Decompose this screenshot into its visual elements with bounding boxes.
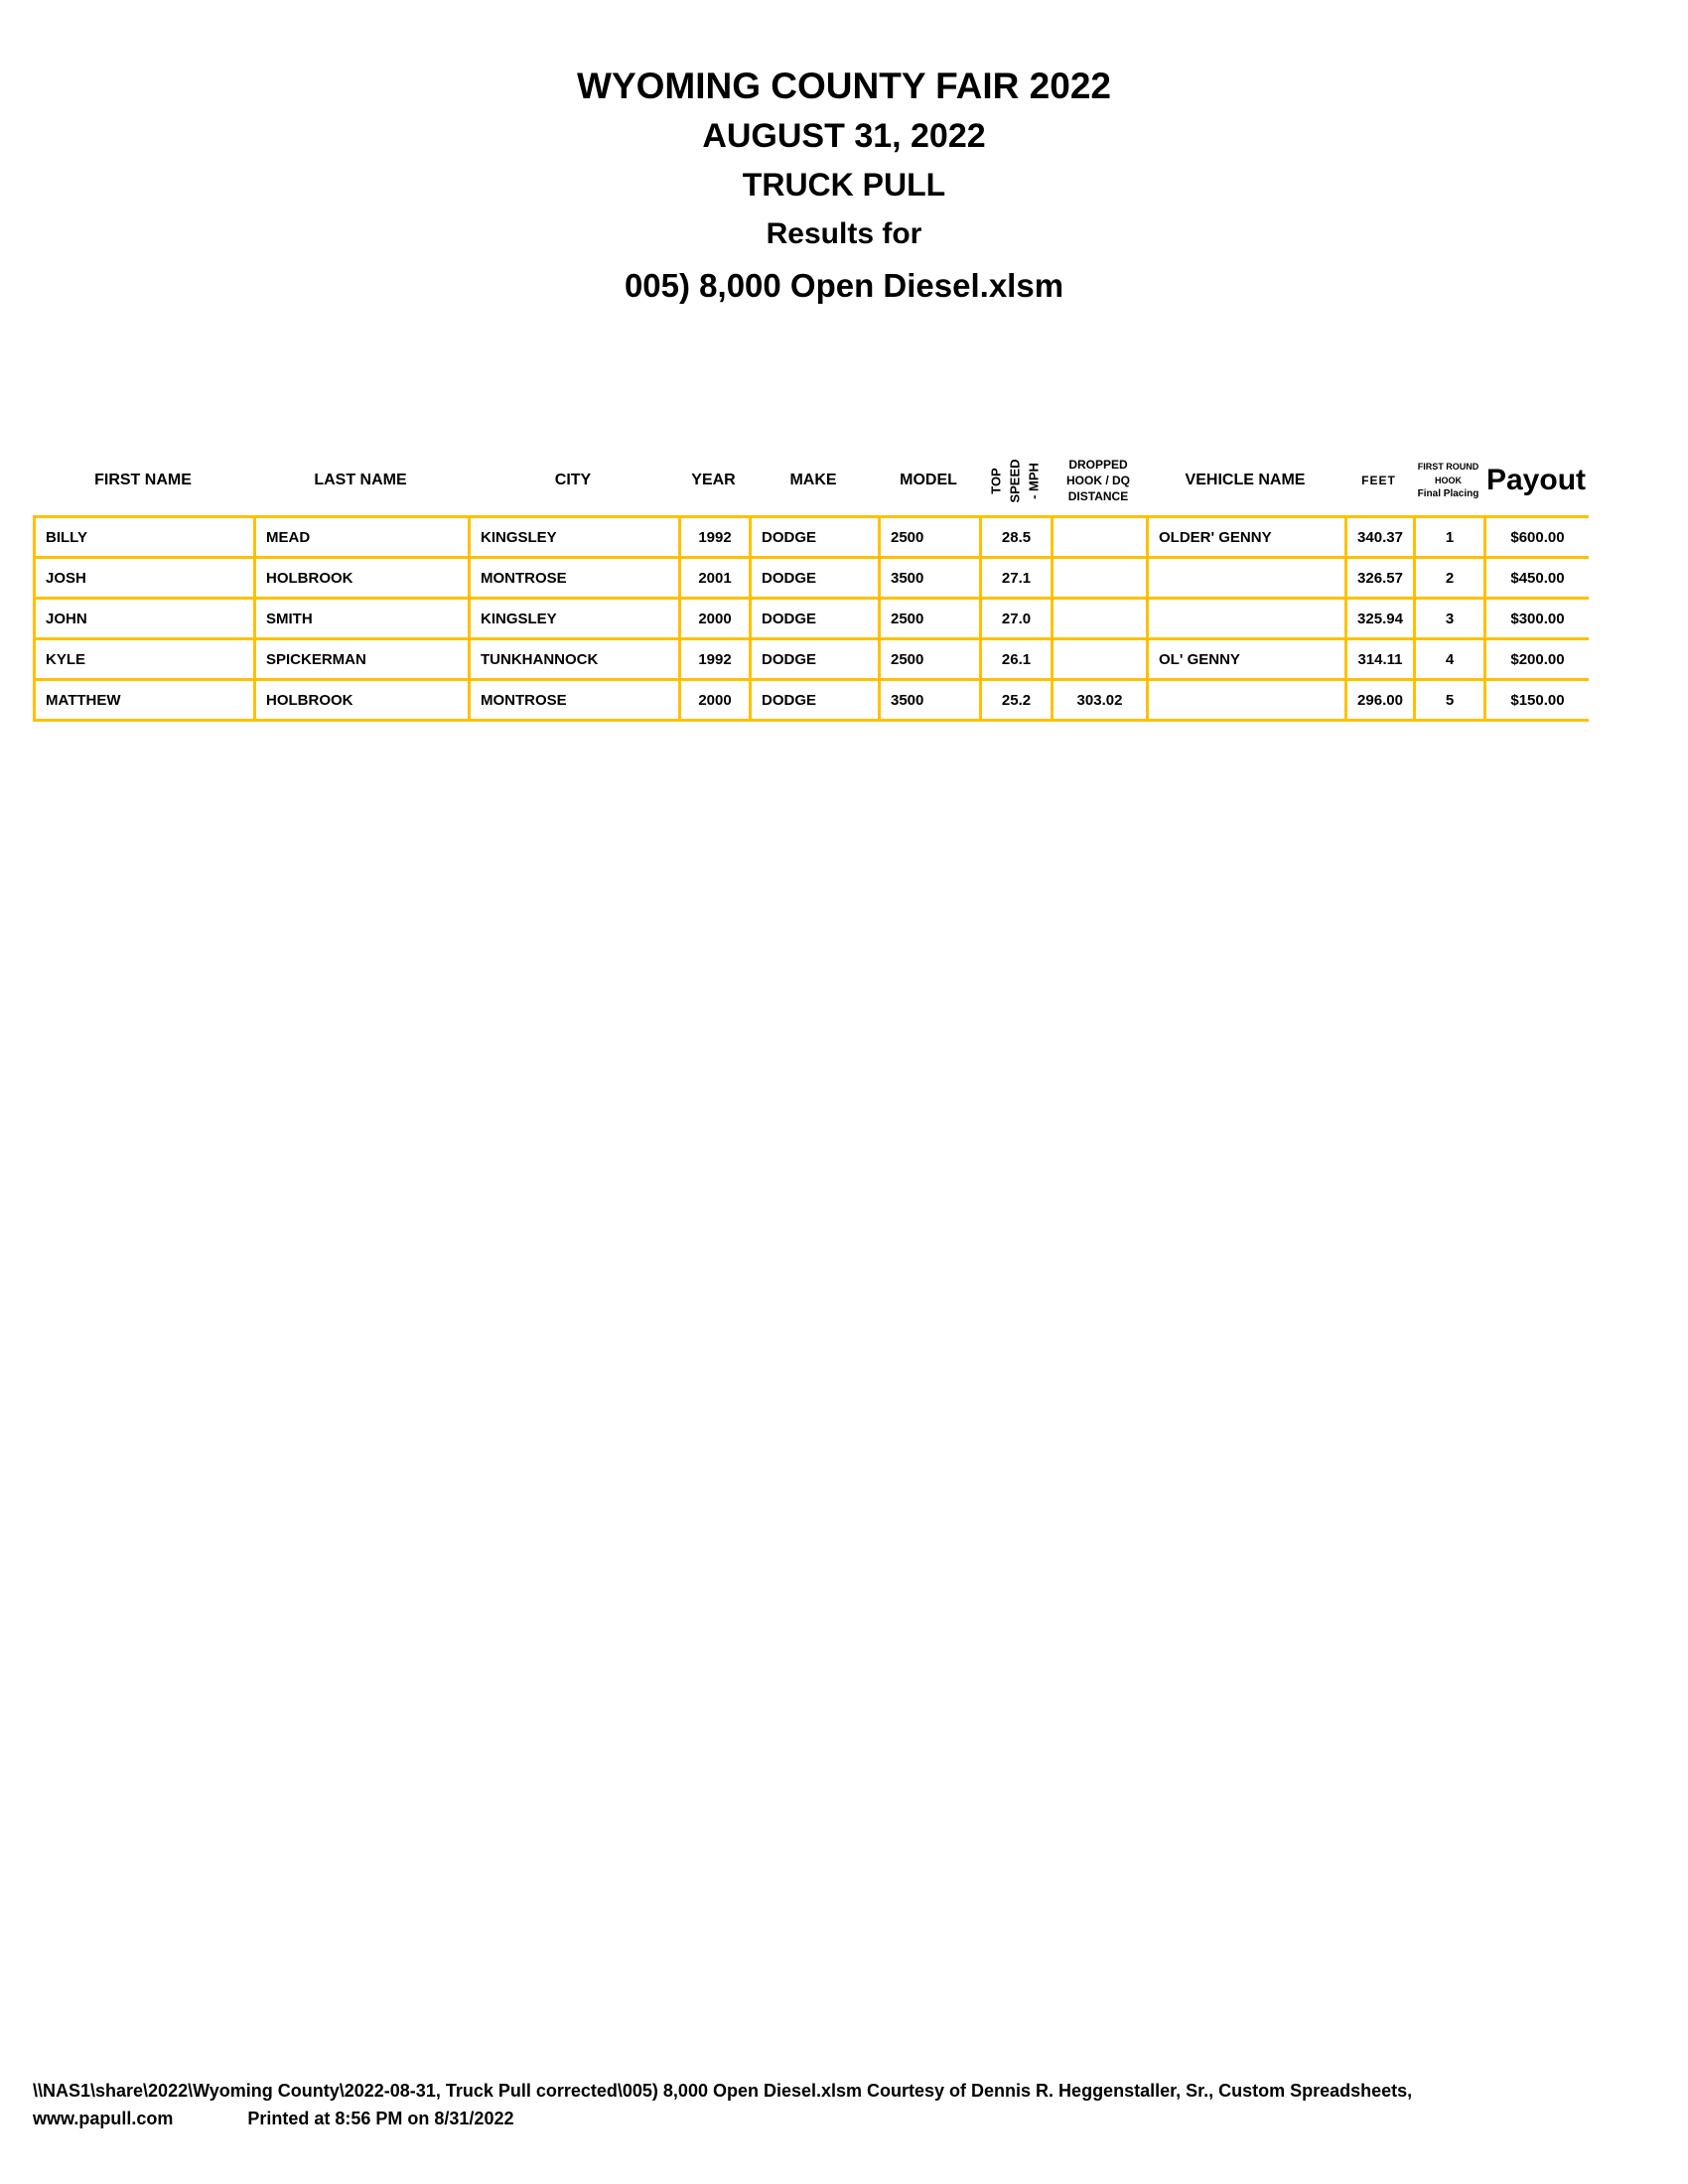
cell-payout: $200.00 bbox=[1483, 640, 1589, 678]
cell-first-name: MATTHEW bbox=[33, 681, 253, 719]
title-event-name: WYOMING COUNTY FAIR 2022 bbox=[577, 66, 1111, 106]
column-header-make bbox=[749, 446, 878, 515]
cell-make: DODGE bbox=[749, 559, 878, 597]
column-header-dropped-hook bbox=[1051, 446, 1146, 515]
cell-last-name: HOLBROOK bbox=[253, 559, 468, 597]
cell-feet: 325.94 bbox=[1344, 600, 1413, 637]
cell-city: KINGSLEY bbox=[468, 600, 678, 637]
cell-year: 1992 bbox=[678, 640, 749, 678]
cell-dropped-hook bbox=[1051, 559, 1146, 597]
cell-placing: 2 bbox=[1413, 559, 1483, 597]
footer-file-path: \\NAS1\share\2022\Wyoming County\2022-08-31, Truck Pull corrected\005) 8,000 Open Diesel.xlsm Courtesy of Dennis R. Heggenstaller, Sr., Custom Spreadsheets, bbox=[33, 2081, 1413, 2101]
table-row bbox=[33, 678, 1589, 722]
cell-model: 2500 bbox=[878, 640, 979, 678]
cell-payout: $450.00 bbox=[1483, 559, 1589, 597]
table-row bbox=[33, 515, 1589, 556]
column-header-payout bbox=[1483, 446, 1589, 515]
column-header-label: MAKE bbox=[789, 472, 837, 488]
column-header-feet bbox=[1344, 446, 1413, 515]
table-header-row bbox=[33, 446, 1589, 515]
column-header-model bbox=[878, 446, 979, 515]
cell-payout: $150.00 bbox=[1483, 681, 1589, 719]
cell-top-speed: 25.2 bbox=[979, 681, 1051, 719]
column-header-label: LAST NAME bbox=[314, 472, 407, 488]
cell-model: 3500 bbox=[878, 681, 979, 719]
cell-model: 2500 bbox=[878, 518, 979, 556]
cell-top-speed: 27.0 bbox=[979, 600, 1051, 637]
column-header-label: VEHICLE NAME bbox=[1185, 472, 1306, 488]
cell-feet: 326.57 bbox=[1344, 559, 1413, 597]
cell-year: 2000 bbox=[678, 600, 749, 637]
title-class-file: 005) 8,000 Open Diesel.xlsm bbox=[624, 267, 1064, 304]
cell-first-name: KYLE bbox=[33, 640, 253, 678]
column-header-last-name bbox=[253, 446, 468, 515]
cell-make: DODGE bbox=[749, 518, 878, 556]
cell-make: DODGE bbox=[749, 681, 878, 719]
column-header-label: Payout bbox=[1485, 464, 1587, 496]
cell-first-name: BILLY bbox=[33, 518, 253, 556]
cell-feet: 296.00 bbox=[1344, 681, 1413, 719]
title-results-for: Results for bbox=[766, 217, 922, 250]
cell-city: TUNKHANNOCK bbox=[468, 640, 678, 678]
cell-model: 2500 bbox=[878, 600, 979, 637]
column-header-label: FIRST NAME bbox=[94, 472, 192, 488]
cell-dropped-hook bbox=[1051, 640, 1146, 678]
table-row bbox=[33, 597, 1589, 637]
results-table bbox=[33, 446, 1589, 722]
cell-top-speed: 27.1 bbox=[979, 559, 1051, 597]
table-row bbox=[33, 637, 1589, 678]
column-header-label: FIRST ROUND HOOK Final Placing bbox=[1417, 462, 1479, 499]
cell-vehicle-name: OLDER' GENNY bbox=[1146, 518, 1344, 556]
cell-first-name: JOHN bbox=[33, 600, 253, 637]
cell-feet: 340.37 bbox=[1344, 518, 1413, 556]
table-row bbox=[33, 556, 1589, 597]
column-header-vehicle-name bbox=[1146, 446, 1344, 515]
cell-vehicle-name: OL' GENNY bbox=[1146, 640, 1344, 678]
footer-printed-at: Printed at 8:56 PM on 8/31/2022 bbox=[247, 2109, 514, 2128]
column-header-top-speed bbox=[979, 446, 1051, 515]
cell-vehicle-name bbox=[1146, 559, 1344, 597]
column-header-label: MODEL bbox=[900, 472, 957, 488]
cell-payout: $600.00 bbox=[1483, 518, 1589, 556]
report-title-block bbox=[0, 62, 1688, 313]
footer-website: www.papull.com bbox=[33, 2109, 174, 2128]
cell-vehicle-name bbox=[1146, 600, 1344, 637]
column-header-label: CITY bbox=[554, 472, 592, 488]
column-header-city bbox=[468, 446, 678, 515]
cell-dropped-hook bbox=[1051, 518, 1146, 556]
cell-placing: 3 bbox=[1413, 600, 1483, 637]
column-header-label: DROPPED HOOK / DQ DISTANCE bbox=[1065, 458, 1130, 503]
cell-placing: 5 bbox=[1413, 681, 1483, 719]
cell-model: 3500 bbox=[878, 559, 979, 597]
column-header-placing bbox=[1413, 446, 1483, 515]
cell-placing: 1 bbox=[1413, 518, 1483, 556]
column-header-label: TOP SPEED - MPH bbox=[988, 458, 1042, 503]
cell-year: 2000 bbox=[678, 681, 749, 719]
cell-top-speed: 26.1 bbox=[979, 640, 1051, 678]
column-header-first-name bbox=[33, 446, 253, 515]
cell-city: KINGSLEY bbox=[468, 518, 678, 556]
footer-line2 bbox=[33, 2105, 1412, 2132]
cell-city: MONTROSE bbox=[468, 559, 678, 597]
title-event-type: TRUCK PULL bbox=[742, 167, 946, 203]
cell-make: DODGE bbox=[749, 640, 878, 678]
column-header-label: YEAR bbox=[691, 472, 736, 488]
title-event-date: AUGUST 31, 2022 bbox=[702, 117, 986, 155]
cell-placing: 4 bbox=[1413, 640, 1483, 678]
cell-last-name: SPICKERMAN bbox=[253, 640, 468, 678]
cell-dropped-hook bbox=[1051, 600, 1146, 637]
cell-vehicle-name bbox=[1146, 681, 1344, 719]
cell-dropped-hook: 303.02 bbox=[1051, 681, 1146, 719]
cell-top-speed: 28.5 bbox=[979, 518, 1051, 556]
report-footer bbox=[33, 2077, 1412, 2132]
column-header-label: FEET bbox=[1361, 474, 1396, 487]
table-body bbox=[33, 515, 1589, 722]
cell-make: DODGE bbox=[749, 600, 878, 637]
cell-payout: $300.00 bbox=[1483, 600, 1589, 637]
column-header-year bbox=[678, 446, 749, 515]
cell-feet: 314.11 bbox=[1344, 640, 1413, 678]
cell-first-name: JOSH bbox=[33, 559, 253, 597]
cell-year: 2001 bbox=[678, 559, 749, 597]
cell-last-name: MEAD bbox=[253, 518, 468, 556]
cell-last-name: HOLBROOK bbox=[253, 681, 468, 719]
cell-last-name: SMITH bbox=[253, 600, 468, 637]
cell-year: 1992 bbox=[678, 518, 749, 556]
cell-city: MONTROSE bbox=[468, 681, 678, 719]
